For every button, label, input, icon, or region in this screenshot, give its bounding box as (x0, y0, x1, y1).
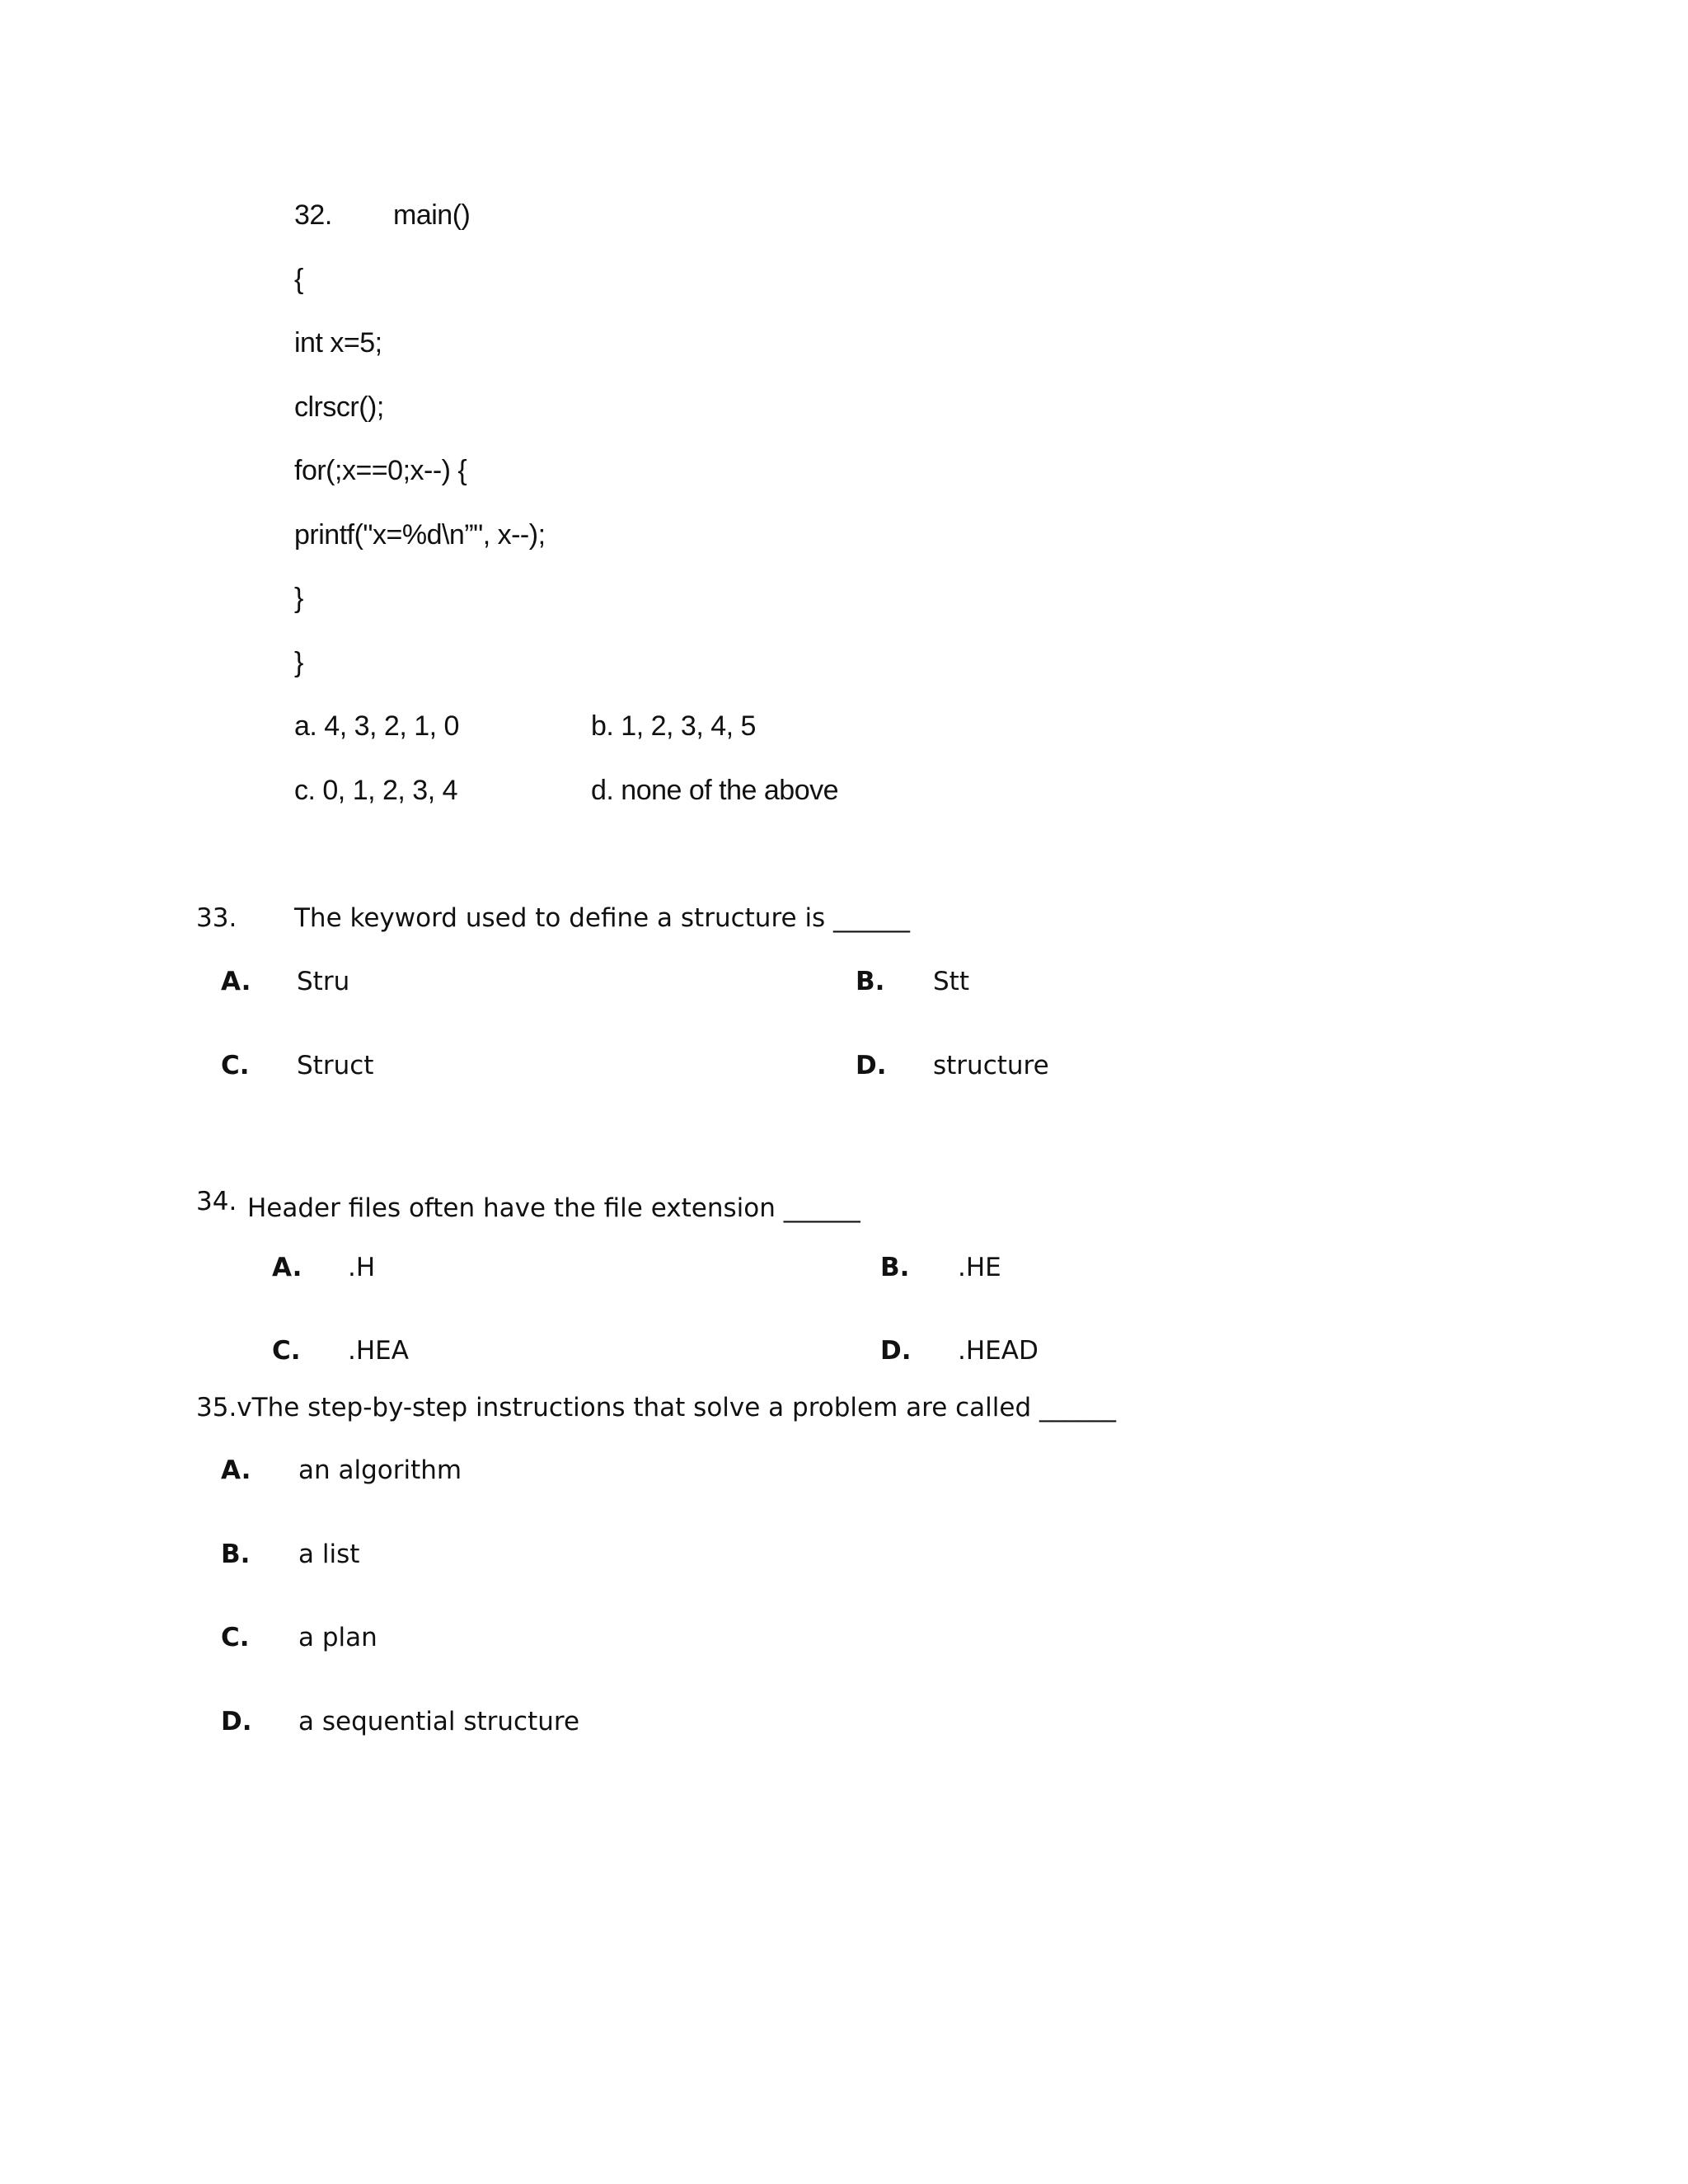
q34-option-c-letter: C. (272, 1336, 301, 1366)
q34-option-c-text: .HEA (348, 1336, 409, 1366)
q35-option-a-text: an algorithm (298, 1455, 462, 1485)
code-line-3: int x=5; (294, 327, 382, 359)
q33-option-d-letter: D. (856, 1051, 887, 1080)
code-line-2: { (294, 264, 303, 295)
q34-option-a-text: .H (348, 1253, 376, 1282)
q34-option-b-text: .HE (958, 1253, 1001, 1282)
code-line-1: main() (393, 199, 471, 231)
q33-option-a-letter: A. (221, 967, 251, 996)
q35-option-d-text: a sequential structure (298, 1707, 580, 1736)
q32-option-d: d. none of the above (591, 775, 839, 806)
q34-option-d-text: .HEAD (958, 1336, 1039, 1366)
q33-option-b-letter: B. (856, 967, 885, 996)
question-33-number: 33. (196, 903, 237, 933)
q34-option-b-letter: B. (880, 1253, 910, 1282)
q34-option-a-letter: A. (272, 1253, 302, 1282)
q35-option-b-letter: B. (221, 1540, 251, 1569)
q35-option-b-text: a list (298, 1540, 360, 1569)
q35-option-c-letter: C. (221, 1623, 250, 1652)
q35-option-c-text: a plan (298, 1623, 377, 1652)
q32-option-b: b. 1, 2, 3, 4, 5 (591, 710, 756, 742)
q32-option-a: a. 4, 3, 2, 1, 0 (294, 710, 459, 742)
question-35-text: 35.vThe step-by-step instructions that solve a problem are called ______ (196, 1393, 1116, 1422)
question-34-number: 34. (196, 1187, 237, 1216)
q32-option-c: c. 0, 1, 2, 3, 4 (294, 775, 458, 806)
q33-option-a-text: Stru (297, 967, 350, 996)
q33-option-c-letter: C. (221, 1051, 250, 1080)
question-33-text: The keyword used to define a structure is ______ (294, 903, 911, 933)
code-line-8: } (294, 647, 303, 678)
question-32-number: 32. (294, 199, 332, 231)
q35-option-d-letter: D. (221, 1707, 252, 1736)
code-line-5: for(;x==0;x--) { (294, 455, 467, 486)
q33-option-d-text: structure (933, 1051, 1049, 1080)
q34-option-d-letter: D. (880, 1336, 912, 1366)
code-line-7: } (294, 583, 303, 614)
q33-option-c-text: Struct (297, 1051, 374, 1080)
q33-option-b-text: Stt (933, 967, 969, 996)
question-34-text: Header files often have the file extension ______ (247, 1193, 860, 1223)
code-line-4: clrscr(); (294, 391, 384, 423)
code-line-6: printf("x=%d\n”", x--); (294, 519, 546, 551)
q35-option-a-letter: A. (221, 1455, 251, 1485)
